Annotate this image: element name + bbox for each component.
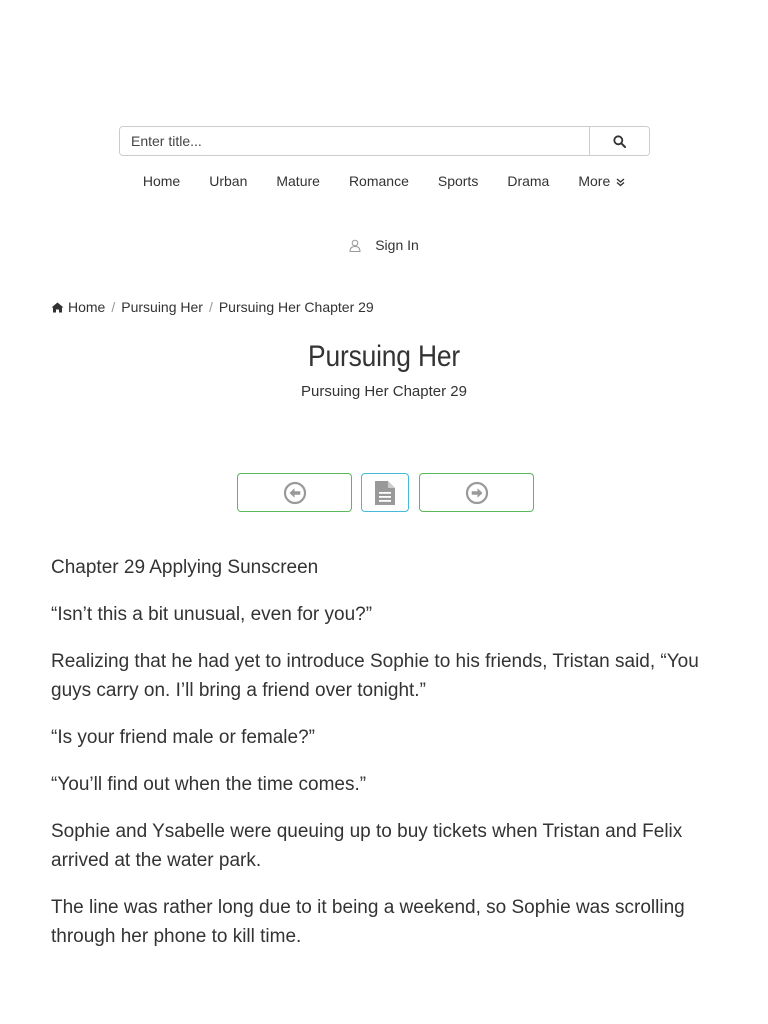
next-chapter-button[interactable] [419, 473, 534, 512]
arrow-circle-left-icon [283, 481, 307, 505]
chapter-paragraph: “Is your friend male or female?” [51, 727, 315, 748]
breadcrumb [51, 299, 374, 315]
book-title: Pursuing Her [308, 340, 460, 373]
user-icon [349, 239, 361, 252]
nav-item-romance[interactable]: Romance [348, 173, 409, 189]
breadcrumb-separator: / [208, 299, 213, 315]
chapter-content [51, 553, 726, 969]
nav-item-urban[interactable]: Urban [209, 173, 248, 189]
nav-item-drama[interactable]: Drama [507, 173, 550, 189]
chapter-paragraph: The line was rather long due to it being a weekend, so Sophie was scrolling through her phone to kill time. [51, 897, 685, 947]
nav-item-home[interactable]: Home [142, 173, 181, 189]
search-button[interactable] [589, 127, 649, 155]
chapter-pager [0, 473, 768, 513]
search-input[interactable] [120, 127, 589, 155]
double-chevron-down-icon [616, 178, 625, 187]
chapter-subtitle: Pursuing Her Chapter 29 [301, 383, 467, 400]
nav-item-more[interactable] [578, 173, 625, 191]
arrow-circle-right-icon [465, 481, 489, 505]
chapter-heading: Chapter 29 Applying Sunscreen [51, 557, 319, 578]
chapter-paragraph: “You’ll find out when the time comes.” [51, 774, 367, 795]
breadcrumb-chapter: Pursuing Her Chapter 29 [218, 299, 374, 315]
nav-item-sports[interactable]: Sports [437, 173, 479, 189]
nav-more-label: More [578, 173, 611, 189]
chapter-paragraph: “Isn’t this a bit unusual, even for you?” [51, 604, 373, 625]
document-icon [374, 480, 396, 506]
breadcrumb-separator: / [111, 299, 116, 315]
breadcrumb-book[interactable]: Pursuing Her [121, 299, 203, 315]
breadcrumb-home[interactable]: Home [68, 299, 106, 315]
search-icon [613, 135, 626, 148]
sign-in-label: Sign In [375, 237, 419, 253]
prev-chapter-button[interactable] [237, 473, 352, 512]
table-of-contents-button[interactable] [361, 473, 409, 512]
search-bar [119, 126, 650, 156]
home-icon [51, 302, 64, 313]
chapter-paragraph: Sophie and Ysabelle were queuing up to buy tickets when Tristan and Felix arrived at the water park. [51, 821, 683, 871]
chapter-paragraph: Realizing that he had yet to introduce Sophie to his friends, Tristan said, “You guys carry on. I’ll bring a friend over tonight.” [51, 651, 699, 701]
main-nav [0, 173, 768, 191]
nav-item-mature[interactable]: Mature [276, 173, 320, 189]
sign-in-link[interactable] [0, 237, 768, 253]
